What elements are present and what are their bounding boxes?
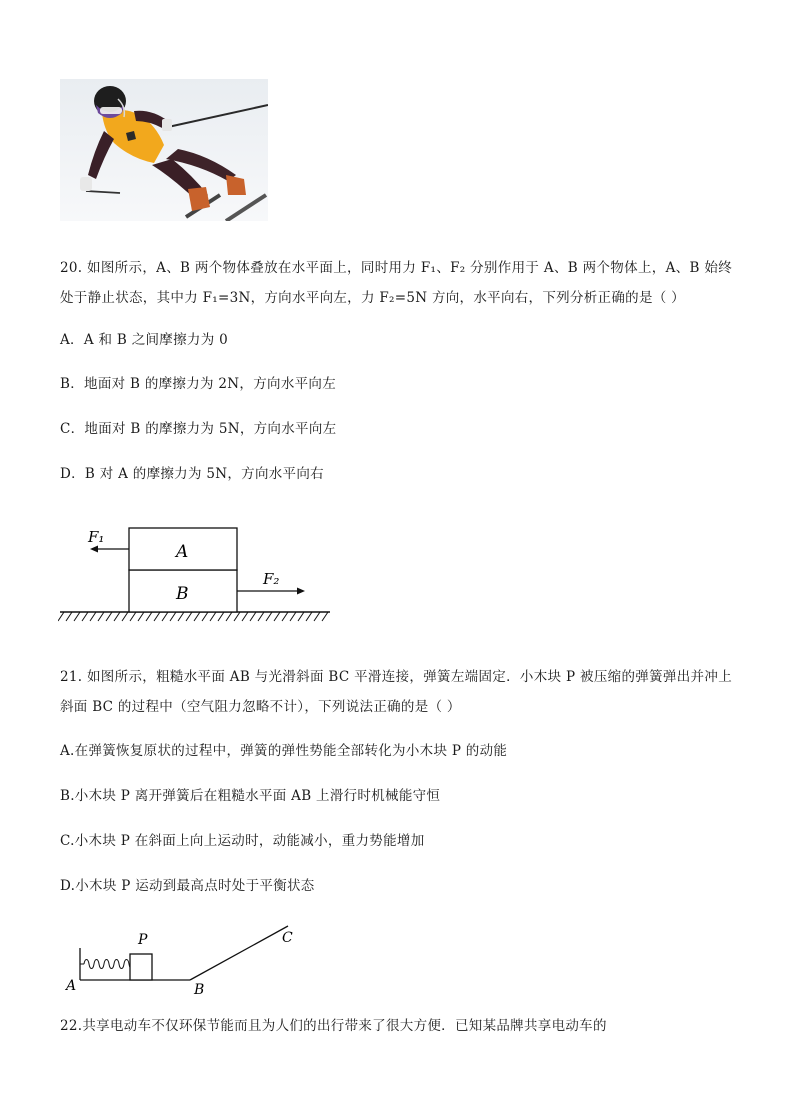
q20-option-a: A．A 和 B 之间摩擦力为 0 (60, 332, 228, 348)
skier-photo (60, 79, 268, 221)
c-label: C (282, 930, 293, 946)
q20-option-d: D．B 对 A 的摩擦力为 5N，方向水平向右 (60, 466, 324, 482)
q20-option-b: B．地面对 B 的摩擦力为 2N，方向水平向左 (60, 376, 337, 392)
q21-spring-ramp-figure (60, 924, 300, 996)
q21-option-c: C.小木块 P 在斜面上向上运动时，动能减小，重力势能增加 (60, 833, 425, 849)
q21-option-d: D.小木块 P 运动到最高点时处于平衡状态 (60, 878, 315, 894)
a-label: A (66, 978, 77, 994)
block-a-label: A (176, 542, 189, 562)
q21-stem: 21. 如图所示，粗糙水平面 AB 与光滑斜面 BC 平滑连接，弹簧左端固定．小木块 P 被压缩的弹簧弹出并冲上斜面 BC 的过程中（空气阻力忽略不计），下列说法正确的是（ ） (60, 669, 732, 715)
p-label: P (138, 932, 148, 948)
f1-label: F₁ (88, 528, 105, 546)
block-p (130, 954, 152, 980)
q20-stem: 20. 如图所示，A、B 两个物体叠放在水平面上，同时用力 F₁、F₂ 分别作用于 A、B 两个物体上，A、B 始终处于静止状态，其中力 F₁=3N，方向水平向左，力 F₂=5N 方向，水平向右，下列分析正确的是（ ） (60, 260, 732, 306)
q21-option-b: B.小木块 P 离开弹簧后在粗糙水平面 AB 上滑行时机械能守恒 (60, 788, 441, 804)
ground-hatching (58, 612, 328, 621)
b-label: B (194, 982, 205, 996)
q21-option-a: A.在弹簧恢复原状的过程中，弹簧的弹性势能全部转化为小木块 P 的动能 (60, 743, 508, 759)
q22-stem: 22.共享电动车不仅环保节能而且为人们的出行带来了很大方便．已知某品牌共享电动车的 (60, 1018, 607, 1034)
q20-option-c: C．地面对 B 的摩擦力为 5N，方向水平向左 (60, 421, 337, 437)
q20-blocks-figure (58, 520, 338, 630)
slope-bc (190, 926, 288, 980)
f2-label: F₂ (263, 570, 280, 588)
block-b-label: B (176, 584, 189, 604)
